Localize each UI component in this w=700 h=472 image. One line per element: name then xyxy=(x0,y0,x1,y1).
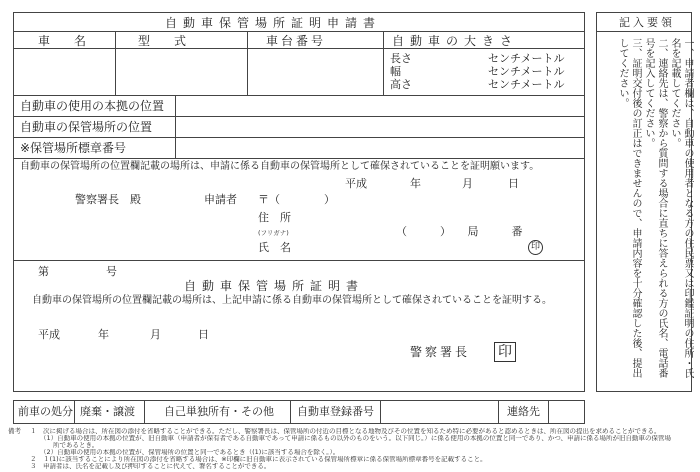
length-label: 長さ xyxy=(390,52,412,65)
note-line: ２ １(1)に該当することにより所在図の添付を省略する場合は、※印欄に旧自動車に表示されている保管場所標章に係る保管場所標章番号を記載すること。 xyxy=(30,456,487,463)
certificate-number-suffix: 号 xyxy=(106,265,117,278)
height-label: 高さ xyxy=(390,78,412,91)
base-location-label: 自動車の使用の本拠の位置 xyxy=(20,99,165,113)
certificate-year: 年 xyxy=(98,328,109,341)
note-line: ３ 申請者は、氏名を記載し及び押印することに代えて、署名することができる。 xyxy=(30,463,271,470)
certificate-number-field[interactable] xyxy=(52,263,102,278)
header-model-type: 型 式 xyxy=(138,34,193,48)
divider xyxy=(13,158,585,159)
divider xyxy=(290,400,291,424)
header-vehicle-size: 自動車の大きさ xyxy=(392,34,519,48)
divider xyxy=(13,31,585,32)
address-label: 住 所 xyxy=(258,211,291,224)
header-vehicle-name: 車 名 xyxy=(38,34,93,48)
police-chief-addressee: 警察署長 殿 xyxy=(75,193,141,206)
storage-location-label: 自動車の保管場所の位置 xyxy=(20,120,153,134)
own-use-option[interactable]: 自己単独所有・その他 xyxy=(164,405,274,418)
contact-field[interactable] xyxy=(549,401,584,423)
applicant-seal-icon: 印 xyxy=(528,240,543,255)
official-seal-icon: 印 xyxy=(494,342,516,362)
address-field[interactable] xyxy=(300,208,570,225)
contact-label: 連絡先 xyxy=(507,405,540,418)
sticker-number-label: ※保管場所標章番号 xyxy=(20,141,127,155)
application-month: 月 xyxy=(462,177,473,190)
divider xyxy=(596,31,692,32)
instruction-item-1 xyxy=(610,38,694,378)
form-title: 自動車保管場所証明申請書 xyxy=(165,16,382,30)
note-line: （2）自動車の使用の本拠の位置が、保管場所の位置と同一であるとき（(1)に該当する場合を除く。）。 xyxy=(40,449,340,456)
application-era: 平成 xyxy=(345,177,367,190)
divider xyxy=(498,400,499,424)
certificate-month: 月 xyxy=(150,328,161,341)
previous-vehicle-disposal-label: 前車の処分 xyxy=(18,405,73,418)
vehicle-name-field[interactable] xyxy=(14,49,114,94)
notes-label: 備考 xyxy=(8,427,21,435)
scrap-transfer-option[interactable]: 廃棄・譲渡 xyxy=(80,405,135,418)
certificate-era: 平成 xyxy=(38,328,60,341)
divider xyxy=(13,260,585,261)
certificate-statement: 自動車の保管場所の位置欄記載の場所は、上記申請に係る自動車の保管場所として確保されていることを証明する。 xyxy=(32,295,552,306)
certificate-signer: 警察署長 xyxy=(410,345,471,359)
sticker-number-field[interactable] xyxy=(176,138,584,157)
registration-number-label: 自動車登録番号 xyxy=(297,405,374,418)
application-statement: 自動車の保管場所の位置欄記載の場所は、申請に係る自動車の保管場所として確保されていることを証明願います。 xyxy=(20,161,540,172)
model-type-field[interactable] xyxy=(116,49,246,94)
application-day: 日 xyxy=(508,177,519,190)
name-label: 氏 名 xyxy=(258,241,291,254)
base-location-field[interactable] xyxy=(176,96,584,115)
instruction-item: 二、連絡先は、警察から質問する場合に直ちに答えられる方の氏名、電話番号を記入してください。 xyxy=(643,38,667,378)
instruction-item: 三、証明交付後の訂正はできませんので、申請内容を十分確認した後、提出してください。 xyxy=(617,38,641,378)
certificate-day: 日 xyxy=(198,328,209,341)
chassis-number-field[interactable] xyxy=(248,49,382,94)
height-unit: センチメートル xyxy=(488,78,565,91)
length-unit: センチメートル xyxy=(488,52,565,65)
note-line: １ 次に掲げる場合は、所在図の添付を省略することができる。ただし、警察署長は、保管場所の付近の目標となる地物及びその位置を知るため特に必要があると認めるときは、所在図の提出を求めることができる。 xyxy=(30,428,661,435)
note-line: 所であるとき。 xyxy=(40,442,99,449)
storage-location-field[interactable] xyxy=(176,117,584,136)
registration-number-field[interactable] xyxy=(381,401,495,423)
postal-code-field[interactable]: 〒（ ） xyxy=(258,193,335,206)
divider xyxy=(74,400,75,424)
note-line: （1）自動車の使用の本拠の位置が、旧自動車（申請者が保有者である自動車であって申請に係るもの以外のものをいう。以下同じ。）に係る使用の本拠の位置と同一であり、かつ、申請に係る場所が旧自動車の保管場 xyxy=(40,435,672,442)
divider xyxy=(144,400,145,424)
width-unit: センチメートル xyxy=(488,65,565,78)
instructions-title: 記入要領 xyxy=(619,16,675,29)
header-chassis-number: 車台番号 xyxy=(266,34,327,48)
furigana-label: (フリガナ) xyxy=(258,229,289,237)
divider xyxy=(383,31,384,95)
applicant-label: 申請者 xyxy=(204,193,237,206)
application-year: 年 xyxy=(410,177,421,190)
certificate-title: 自動車保管場所証明書 xyxy=(184,279,365,293)
phone-number-field[interactable]: （ ） 局 番 xyxy=(396,225,523,238)
instruction-item: 一、申請者欄は、自動車の使用者となる方の住民票又は印鑑証明の住所・氏名を記載してください。 xyxy=(669,38,693,378)
certificate-number-prefix: 第 xyxy=(38,265,49,278)
applicant-name-field[interactable] xyxy=(300,238,520,254)
width-label: 幅 xyxy=(390,65,401,78)
